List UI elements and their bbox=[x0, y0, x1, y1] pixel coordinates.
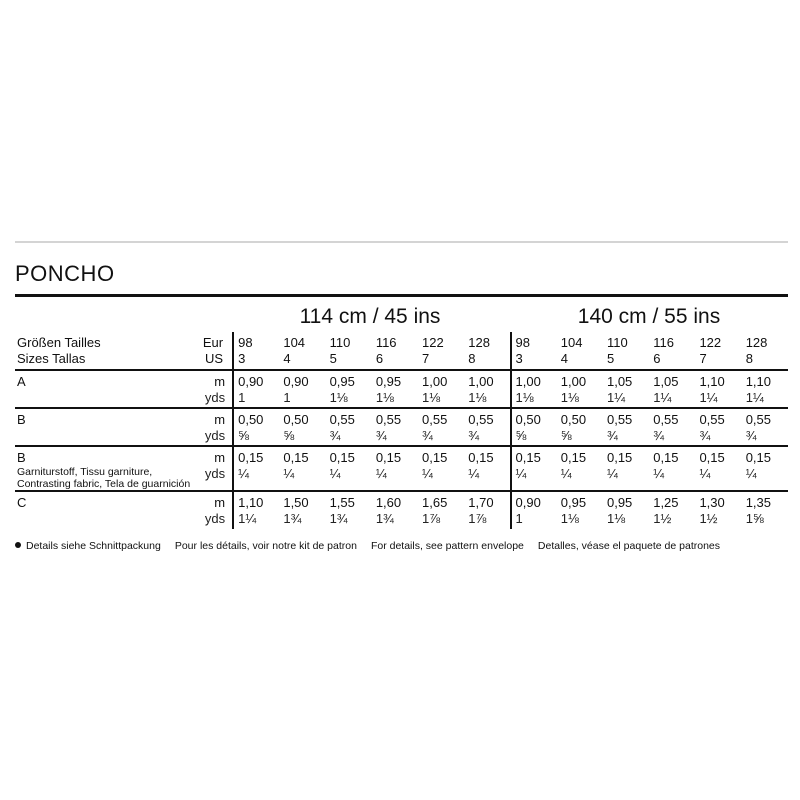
meters-value: 1,00 bbox=[560, 374, 587, 389]
view-label-cell bbox=[15, 370, 198, 408]
meters-value: 0,50 bbox=[238, 412, 264, 427]
fabric-width-140: 140 cm / 55 ins bbox=[577, 305, 721, 328]
yardage-cell bbox=[326, 446, 372, 491]
fabric-width-114: 114 cm / 45 ins bbox=[299, 305, 441, 328]
unit-meters: m bbox=[214, 495, 226, 510]
table-row bbox=[15, 446, 788, 491]
yards-value: 1¼ bbox=[745, 390, 764, 405]
yards-value: 1⅞ bbox=[468, 511, 487, 526]
view-label: A bbox=[17, 374, 26, 389]
meters-value: 0,15 bbox=[699, 450, 725, 465]
meters-value: 0,15 bbox=[375, 450, 402, 465]
meters-value: 0,50 bbox=[283, 412, 309, 427]
yardage-cell bbox=[464, 408, 510, 446]
meters-value: 0,95 bbox=[606, 495, 633, 510]
meters-value: 0,95 bbox=[560, 495, 587, 510]
yardage-cell bbox=[418, 446, 464, 491]
yardage-cell bbox=[695, 446, 741, 491]
size-unit-cell bbox=[198, 332, 233, 370]
page-title: PONCHO bbox=[15, 261, 115, 286]
yardage-cell bbox=[372, 408, 418, 446]
yardage-cell bbox=[511, 408, 557, 446]
size-label-line2: Sizes Tallas bbox=[17, 351, 86, 366]
eur-size: 98 bbox=[515, 335, 530, 350]
title-rule bbox=[15, 294, 788, 297]
yardage-cell bbox=[464, 370, 510, 408]
yards-value: ¼ bbox=[606, 466, 618, 481]
yards-value: ¾ bbox=[375, 428, 387, 443]
meters-value: 0,50 bbox=[560, 412, 587, 427]
yards-value: ¼ bbox=[560, 466, 572, 481]
meters-value: 0,15 bbox=[560, 450, 587, 465]
size-label-line1: Größen Tailles bbox=[17, 335, 101, 350]
size-col-0 bbox=[233, 332, 279, 370]
yards-value: 1⅛ bbox=[329, 390, 348, 405]
footnote-de: Details siehe Schnittpackung bbox=[26, 540, 161, 552]
size-col-2 bbox=[326, 332, 372, 370]
eur-size: 104 bbox=[560, 335, 583, 350]
unit-meters: m bbox=[214, 412, 226, 427]
meters-value: 0,15 bbox=[422, 450, 448, 465]
us-size: 6 bbox=[375, 351, 384, 366]
view-label-cell bbox=[15, 446, 198, 491]
meters-value: 0,95 bbox=[375, 374, 402, 389]
meters-value: 0,90 bbox=[283, 374, 309, 389]
us-size: 4 bbox=[560, 351, 568, 366]
size-col-8 bbox=[603, 332, 649, 370]
unit-meters: m bbox=[214, 374, 226, 389]
eur-size: 116 bbox=[375, 335, 397, 350]
yards-value: 1⅞ bbox=[422, 511, 441, 526]
eur-size: 110 bbox=[606, 335, 628, 350]
yards-value: 1¾ bbox=[329, 511, 348, 526]
meters-value: 0,55 bbox=[699, 412, 725, 427]
yardage-cell bbox=[233, 370, 279, 408]
yards-value: ¼ bbox=[329, 466, 341, 481]
yards-value: ¾ bbox=[653, 428, 665, 443]
size-col-4 bbox=[418, 332, 464, 370]
yardage-cell bbox=[418, 408, 464, 446]
eur-size: 122 bbox=[422, 335, 444, 350]
size-col-6 bbox=[511, 332, 557, 370]
yardage-cell bbox=[511, 491, 557, 529]
size-col-11 bbox=[742, 332, 788, 370]
yards-value: 1 bbox=[283, 390, 291, 405]
footnote-fr: Pour les détails, voir notre kit de patron bbox=[174, 540, 357, 552]
meters-value: 1,10 bbox=[699, 374, 725, 389]
yards-value: 1¼ bbox=[699, 390, 718, 405]
unit-cell bbox=[198, 370, 233, 408]
yardage-cell bbox=[557, 491, 603, 529]
yards-value: ¼ bbox=[653, 466, 665, 481]
yards-value: 1⅛ bbox=[468, 390, 487, 405]
yards-value: 1¼ bbox=[238, 511, 257, 526]
table-body bbox=[15, 332, 788, 529]
unit-yards: yds bbox=[204, 390, 226, 405]
yards-value: ¾ bbox=[468, 428, 480, 443]
yards-value: ⅝ bbox=[283, 428, 295, 443]
yardage-cell bbox=[557, 446, 603, 491]
yards-value: 1⅛ bbox=[560, 511, 579, 526]
yardage-cell bbox=[603, 408, 649, 446]
eur-size: 116 bbox=[653, 335, 674, 350]
us-size: 3 bbox=[515, 351, 523, 366]
meters-value: 0,15 bbox=[238, 450, 264, 465]
meters-value: 1,50 bbox=[283, 495, 309, 510]
yardage-cell bbox=[649, 370, 695, 408]
yardage-cell bbox=[372, 370, 418, 408]
yardage-cell bbox=[326, 370, 372, 408]
yards-value: ¼ bbox=[699, 466, 711, 481]
meters-value: 0,55 bbox=[329, 412, 355, 427]
yardage-cell bbox=[649, 408, 695, 446]
yards-value: ¼ bbox=[468, 466, 480, 481]
meters-value: 0,55 bbox=[422, 412, 448, 427]
yardage-cell bbox=[695, 491, 741, 529]
yardage-cell bbox=[742, 408, 788, 446]
yardage-cell bbox=[511, 446, 557, 491]
view-label: C bbox=[17, 495, 27, 510]
eur-size: 110 bbox=[329, 335, 351, 350]
meters-value: 0,15 bbox=[606, 450, 633, 465]
yards-value: ¼ bbox=[515, 466, 527, 481]
us-size: 7 bbox=[422, 351, 430, 366]
footnote-line bbox=[15, 540, 734, 552]
yards-value: 1 bbox=[238, 390, 246, 405]
meters-value: 0,15 bbox=[329, 450, 355, 465]
yards-value: ¾ bbox=[699, 428, 711, 443]
yards-value: ¼ bbox=[283, 466, 295, 481]
view-sub-label: Garniturstoff, Tissu garniture, Contrasting fabric, Tela de guarnición bbox=[17, 466, 191, 490]
unit-cell bbox=[198, 408, 233, 446]
bullet-icon bbox=[15, 542, 21, 548]
yards-value: 1⅛ bbox=[606, 511, 626, 526]
unit-yards: yds bbox=[204, 428, 226, 443]
yardage-cell bbox=[603, 491, 649, 529]
yardage-cell bbox=[695, 370, 741, 408]
yards-value: ⅝ bbox=[560, 428, 572, 443]
meters-value: 0,55 bbox=[745, 412, 771, 427]
us-size: 5 bbox=[329, 351, 337, 366]
us-size: 5 bbox=[606, 351, 615, 366]
yardage-cell bbox=[326, 408, 372, 446]
view-label: B bbox=[17, 412, 26, 427]
footnote-es: Detalles, véase el paquete de patrones bbox=[537, 540, 721, 552]
yardage-cell bbox=[742, 446, 788, 491]
yards-value: 1⅛ bbox=[560, 390, 579, 405]
yardage-cell bbox=[649, 491, 695, 529]
eur-size: 104 bbox=[283, 335, 306, 350]
yards-value: ¼ bbox=[422, 466, 433, 481]
unit-meters: m bbox=[214, 450, 226, 465]
yardage-cell bbox=[279, 446, 325, 491]
yardage-cell bbox=[372, 446, 418, 491]
yardage-cell bbox=[557, 408, 603, 446]
unit-yards: yds bbox=[204, 511, 226, 526]
yardage-cell bbox=[418, 370, 464, 408]
size-col-1 bbox=[279, 332, 325, 370]
yardage-cell bbox=[603, 370, 649, 408]
yardage-cell bbox=[233, 408, 279, 446]
yardage-cell bbox=[372, 491, 418, 529]
yardage-cell bbox=[557, 370, 603, 408]
yards-value: 1¼ bbox=[606, 390, 626, 405]
yardage-cell bbox=[742, 491, 788, 529]
yards-value: 1¾ bbox=[375, 511, 394, 526]
meters-value: 1,05 bbox=[606, 374, 633, 389]
size-col-5 bbox=[464, 332, 510, 370]
us-size: 8 bbox=[468, 351, 476, 366]
yards-value: 1⅛ bbox=[422, 390, 441, 405]
us-size: 8 bbox=[745, 351, 753, 366]
meters-value: 1,35 bbox=[745, 495, 771, 510]
us-size: 3 bbox=[238, 351, 246, 366]
meters-value: 0,95 bbox=[329, 374, 355, 389]
meters-value: 1,10 bbox=[745, 374, 771, 389]
yardage-cell bbox=[418, 491, 464, 529]
yardage-cell bbox=[279, 491, 325, 529]
meters-value: 0,90 bbox=[515, 495, 541, 510]
meters-value: 0,50 bbox=[515, 412, 541, 427]
meters-value: 0,15 bbox=[515, 450, 541, 465]
eur-size: 128 bbox=[745, 335, 768, 350]
size-col-3 bbox=[372, 332, 418, 370]
meters-value: 0,90 bbox=[238, 374, 264, 389]
yards-value: 1 bbox=[515, 511, 523, 526]
eur-size: 128 bbox=[468, 335, 490, 350]
view-label-cell bbox=[15, 491, 198, 529]
size-col-9 bbox=[649, 332, 695, 370]
size-col-10 bbox=[695, 332, 741, 370]
meters-value: 1,10 bbox=[238, 495, 264, 510]
meters-value: 1,70 bbox=[468, 495, 494, 510]
yards-value: ¾ bbox=[422, 428, 433, 443]
meters-value: 1,60 bbox=[375, 495, 402, 510]
meters-value: 1,05 bbox=[653, 374, 679, 389]
yardage-cell bbox=[603, 446, 649, 491]
yardage-cell bbox=[464, 491, 510, 529]
yardage-cell bbox=[233, 446, 279, 491]
yardage-table bbox=[15, 332, 788, 529]
unit-yards: yds bbox=[204, 466, 226, 481]
yards-value: 1½ bbox=[699, 511, 718, 526]
yardage-cell bbox=[326, 491, 372, 529]
yards-value: 1¼ bbox=[653, 390, 672, 405]
table-row bbox=[15, 370, 788, 408]
yards-value: ¾ bbox=[745, 428, 757, 443]
view-label-cell bbox=[15, 408, 198, 446]
footnote-en: For details, see pattern envelope bbox=[370, 540, 524, 552]
yards-value: 1½ bbox=[653, 511, 672, 526]
meters-value: 0,15 bbox=[283, 450, 309, 465]
unit-eur: Eur bbox=[202, 335, 224, 350]
eur-size: 122 bbox=[699, 335, 722, 350]
yards-value: 1¾ bbox=[283, 511, 302, 526]
meters-value: 0,15 bbox=[653, 450, 679, 465]
yards-value: ¼ bbox=[375, 466, 387, 481]
meters-value: 1,25 bbox=[653, 495, 679, 510]
meters-value: 1,65 bbox=[422, 495, 448, 510]
us-size: 7 bbox=[699, 351, 707, 366]
meters-value: 1,00 bbox=[468, 374, 494, 389]
yards-value: ¾ bbox=[329, 428, 341, 443]
us-size: 6 bbox=[653, 351, 661, 366]
unit-us: US bbox=[205, 351, 224, 366]
eur-size: 98 bbox=[238, 335, 253, 350]
yardage-cell bbox=[464, 446, 510, 491]
yards-value: 1⅛ bbox=[375, 390, 394, 405]
yards-value: ¼ bbox=[238, 466, 249, 481]
meters-value: 1,55 bbox=[329, 495, 355, 510]
yardage-cell bbox=[649, 446, 695, 491]
yardage-cell bbox=[742, 370, 788, 408]
meters-value: 1,30 bbox=[699, 495, 725, 510]
yardage-cell bbox=[233, 491, 279, 529]
yards-value: 1⅛ bbox=[515, 390, 534, 405]
meters-value: 0,15 bbox=[468, 450, 494, 465]
meters-value: 0,15 bbox=[745, 450, 771, 465]
us-size: 4 bbox=[283, 351, 291, 366]
unit-cell bbox=[198, 491, 233, 529]
table-row bbox=[15, 408, 788, 446]
meters-value: 0,55 bbox=[653, 412, 679, 427]
meters-value: 0,55 bbox=[375, 412, 402, 427]
meters-value: 0,55 bbox=[606, 412, 633, 427]
top-divider bbox=[15, 241, 788, 243]
meters-value: 1,00 bbox=[422, 374, 448, 389]
meters-value: 0,55 bbox=[468, 412, 494, 427]
table-row bbox=[15, 491, 788, 529]
yardage-cell bbox=[511, 370, 557, 408]
yardage-cell bbox=[279, 408, 325, 446]
yards-value: ¼ bbox=[745, 466, 757, 481]
unit-cell bbox=[198, 446, 233, 491]
yards-value: 1⅝ bbox=[745, 511, 764, 526]
yards-value: ⅝ bbox=[515, 428, 527, 443]
yardage-cell bbox=[695, 408, 741, 446]
view-label: B bbox=[17, 450, 26, 465]
yards-value: ⅝ bbox=[238, 428, 249, 443]
size-label-cell bbox=[15, 332, 198, 370]
size-header-row bbox=[15, 332, 788, 370]
size-col-7 bbox=[557, 332, 603, 370]
meters-value: 1,00 bbox=[515, 374, 541, 389]
yards-value: ¾ bbox=[606, 428, 618, 443]
yardage-cell bbox=[279, 370, 325, 408]
